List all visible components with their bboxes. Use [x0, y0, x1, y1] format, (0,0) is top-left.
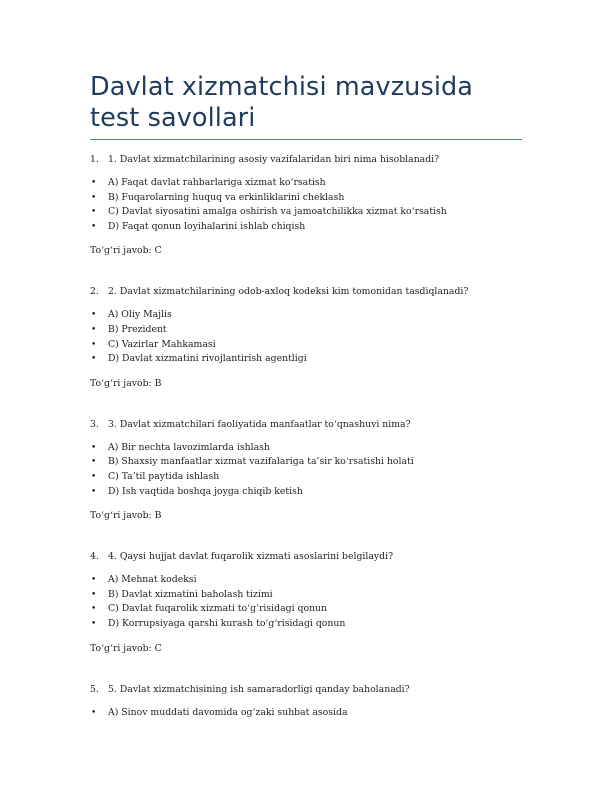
bullet-icon: •: [91, 310, 97, 321]
bullet-icon: •: [91, 707, 97, 718]
option-text: A) Sinov muddati davomida og‘zaki suhbat asosida: [108, 706, 348, 718]
bullet-icon: •: [91, 354, 97, 365]
bullet-icon: •: [91, 486, 97, 497]
option-text: D) Davlat xizmatini rivojlantirish agentligi: [108, 353, 307, 365]
title-underline: [90, 139, 522, 140]
bullet-icon: •: [91, 618, 97, 629]
question-block: [90, 419, 522, 522]
option-list: [90, 176, 522, 234]
question-number: 5.: [90, 683, 99, 695]
option-text: C) Vazirlar Mahkamasi: [108, 338, 216, 350]
option-text: C) Ta’til paytida ishlash: [108, 470, 220, 482]
question-block: [90, 684, 522, 721]
question-text-line: [90, 419, 522, 431]
question-text: 3. Davlat xizmatchilari faoliyatida manfaatlar to‘qnashuvi nima?: [108, 418, 411, 430]
question-number: 1.: [90, 154, 99, 165]
option-list: [90, 308, 522, 366]
bullet-icon: •: [91, 604, 97, 615]
option-item: [90, 485, 522, 500]
option-text: B) Fuqarolarning huquq va erkinliklarini cheklash: [108, 191, 345, 203]
question-text: 1. Davlat xizmatchilarining asosiy vazifalaridan biri nima hisoblanadi?: [108, 154, 440, 165]
bullet-icon: •: [91, 339, 97, 350]
option-item: [90, 588, 522, 603]
correct-answer: To‘g‘ri javob: B: [90, 377, 162, 389]
bullet-icon: •: [91, 207, 97, 218]
option-item: [90, 602, 522, 617]
correct-answer: To‘g‘ri javob: C: [90, 642, 162, 654]
question-block: [90, 286, 522, 389]
option-item: [90, 338, 522, 353]
bullet-icon: •: [91, 324, 97, 335]
question-block: [90, 551, 522, 654]
question-text: 2. Davlat xizmatchilarining odob-axloq kodeksi kim tomonidan tasdiqlanadi?: [108, 286, 469, 298]
option-item: [90, 308, 522, 323]
question-text-line: [90, 286, 522, 298]
correct-answer: To‘g‘ri javob: C: [90, 245, 162, 257]
option-text: D) Korrupsiyaga qarshi kurash to‘g‘risidagi qonun: [108, 617, 346, 629]
option-text: A) Oliy Majlis: [108, 309, 172, 321]
option-list: [90, 573, 522, 631]
question-text: 5. Davlat xizmatchisining ish samaradorligi qanday baholanadi?: [108, 683, 410, 695]
correct-answer: To‘g‘ri javob: B: [90, 510, 162, 522]
option-text: D) Ish vaqtida boshqa joyga chiqib ketish: [108, 485, 303, 497]
option-text: B) Prezident: [108, 323, 167, 335]
option-item: [90, 205, 522, 220]
option-item: [90, 441, 522, 456]
option-text: D) Faqat qonun loyihalarini ishlab chiqish: [108, 220, 306, 232]
option-item: [90, 352, 522, 367]
option-item: [90, 220, 522, 235]
question-text-line: [90, 551, 522, 563]
option-text: A) Mehnat kodeksi: [108, 574, 197, 586]
option-item: [90, 191, 522, 206]
document-page: [90, 72, 522, 731]
option-item: [90, 617, 522, 632]
option-item: [90, 706, 522, 721]
option-text: A) Faqat davlat rahbarlariga xizmat ko‘rsatish: [108, 177, 326, 188]
bullet-icon: •: [91, 192, 97, 203]
question-list: [90, 154, 522, 720]
option-item: [90, 455, 522, 470]
option-item: [90, 176, 522, 191]
bullet-icon: •: [91, 178, 97, 188]
option-item: [90, 573, 522, 588]
option-text: B) Shaxsiy manfaatlar xizmat vazifalariga ta’sir ko‘rsatishi holati: [108, 456, 414, 468]
question-number: 4.: [90, 551, 99, 563]
question-number: 3.: [90, 418, 99, 430]
option-text: C) Davlat siyosatini amalga oshirish va jamoatchilikka xizmat ko‘rsatish: [108, 206, 447, 218]
question-block: [90, 154, 522, 257]
question-number: 2.: [90, 286, 99, 298]
bullet-icon: •: [91, 457, 97, 468]
question-text-line: [90, 154, 522, 166]
option-text: A) Bir nechta lavozimlarda ishlash: [108, 441, 270, 453]
option-list: [90, 706, 522, 721]
bullet-icon: •: [91, 471, 97, 482]
option-text: B) Davlat xizmatini baholash tizimi: [108, 588, 273, 600]
option-item: [90, 323, 522, 338]
document-title: Davlat xizmatchisi mavzusida test savollari: [90, 72, 474, 133]
bullet-icon: •: [91, 589, 97, 600]
bullet-icon: •: [91, 221, 97, 232]
option-text: C) Davlat fuqarolik xizmati to‘g‘risidagi qonun: [108, 603, 328, 615]
question-text-line: [90, 684, 522, 696]
option-list: [90, 441, 522, 499]
bullet-icon: •: [91, 575, 97, 586]
bullet-icon: •: [91, 442, 97, 453]
option-item: [90, 470, 522, 485]
question-text: 4. Qaysi hujjat davlat fuqarolik xizmati asoslarini belgilaydi?: [108, 551, 394, 563]
